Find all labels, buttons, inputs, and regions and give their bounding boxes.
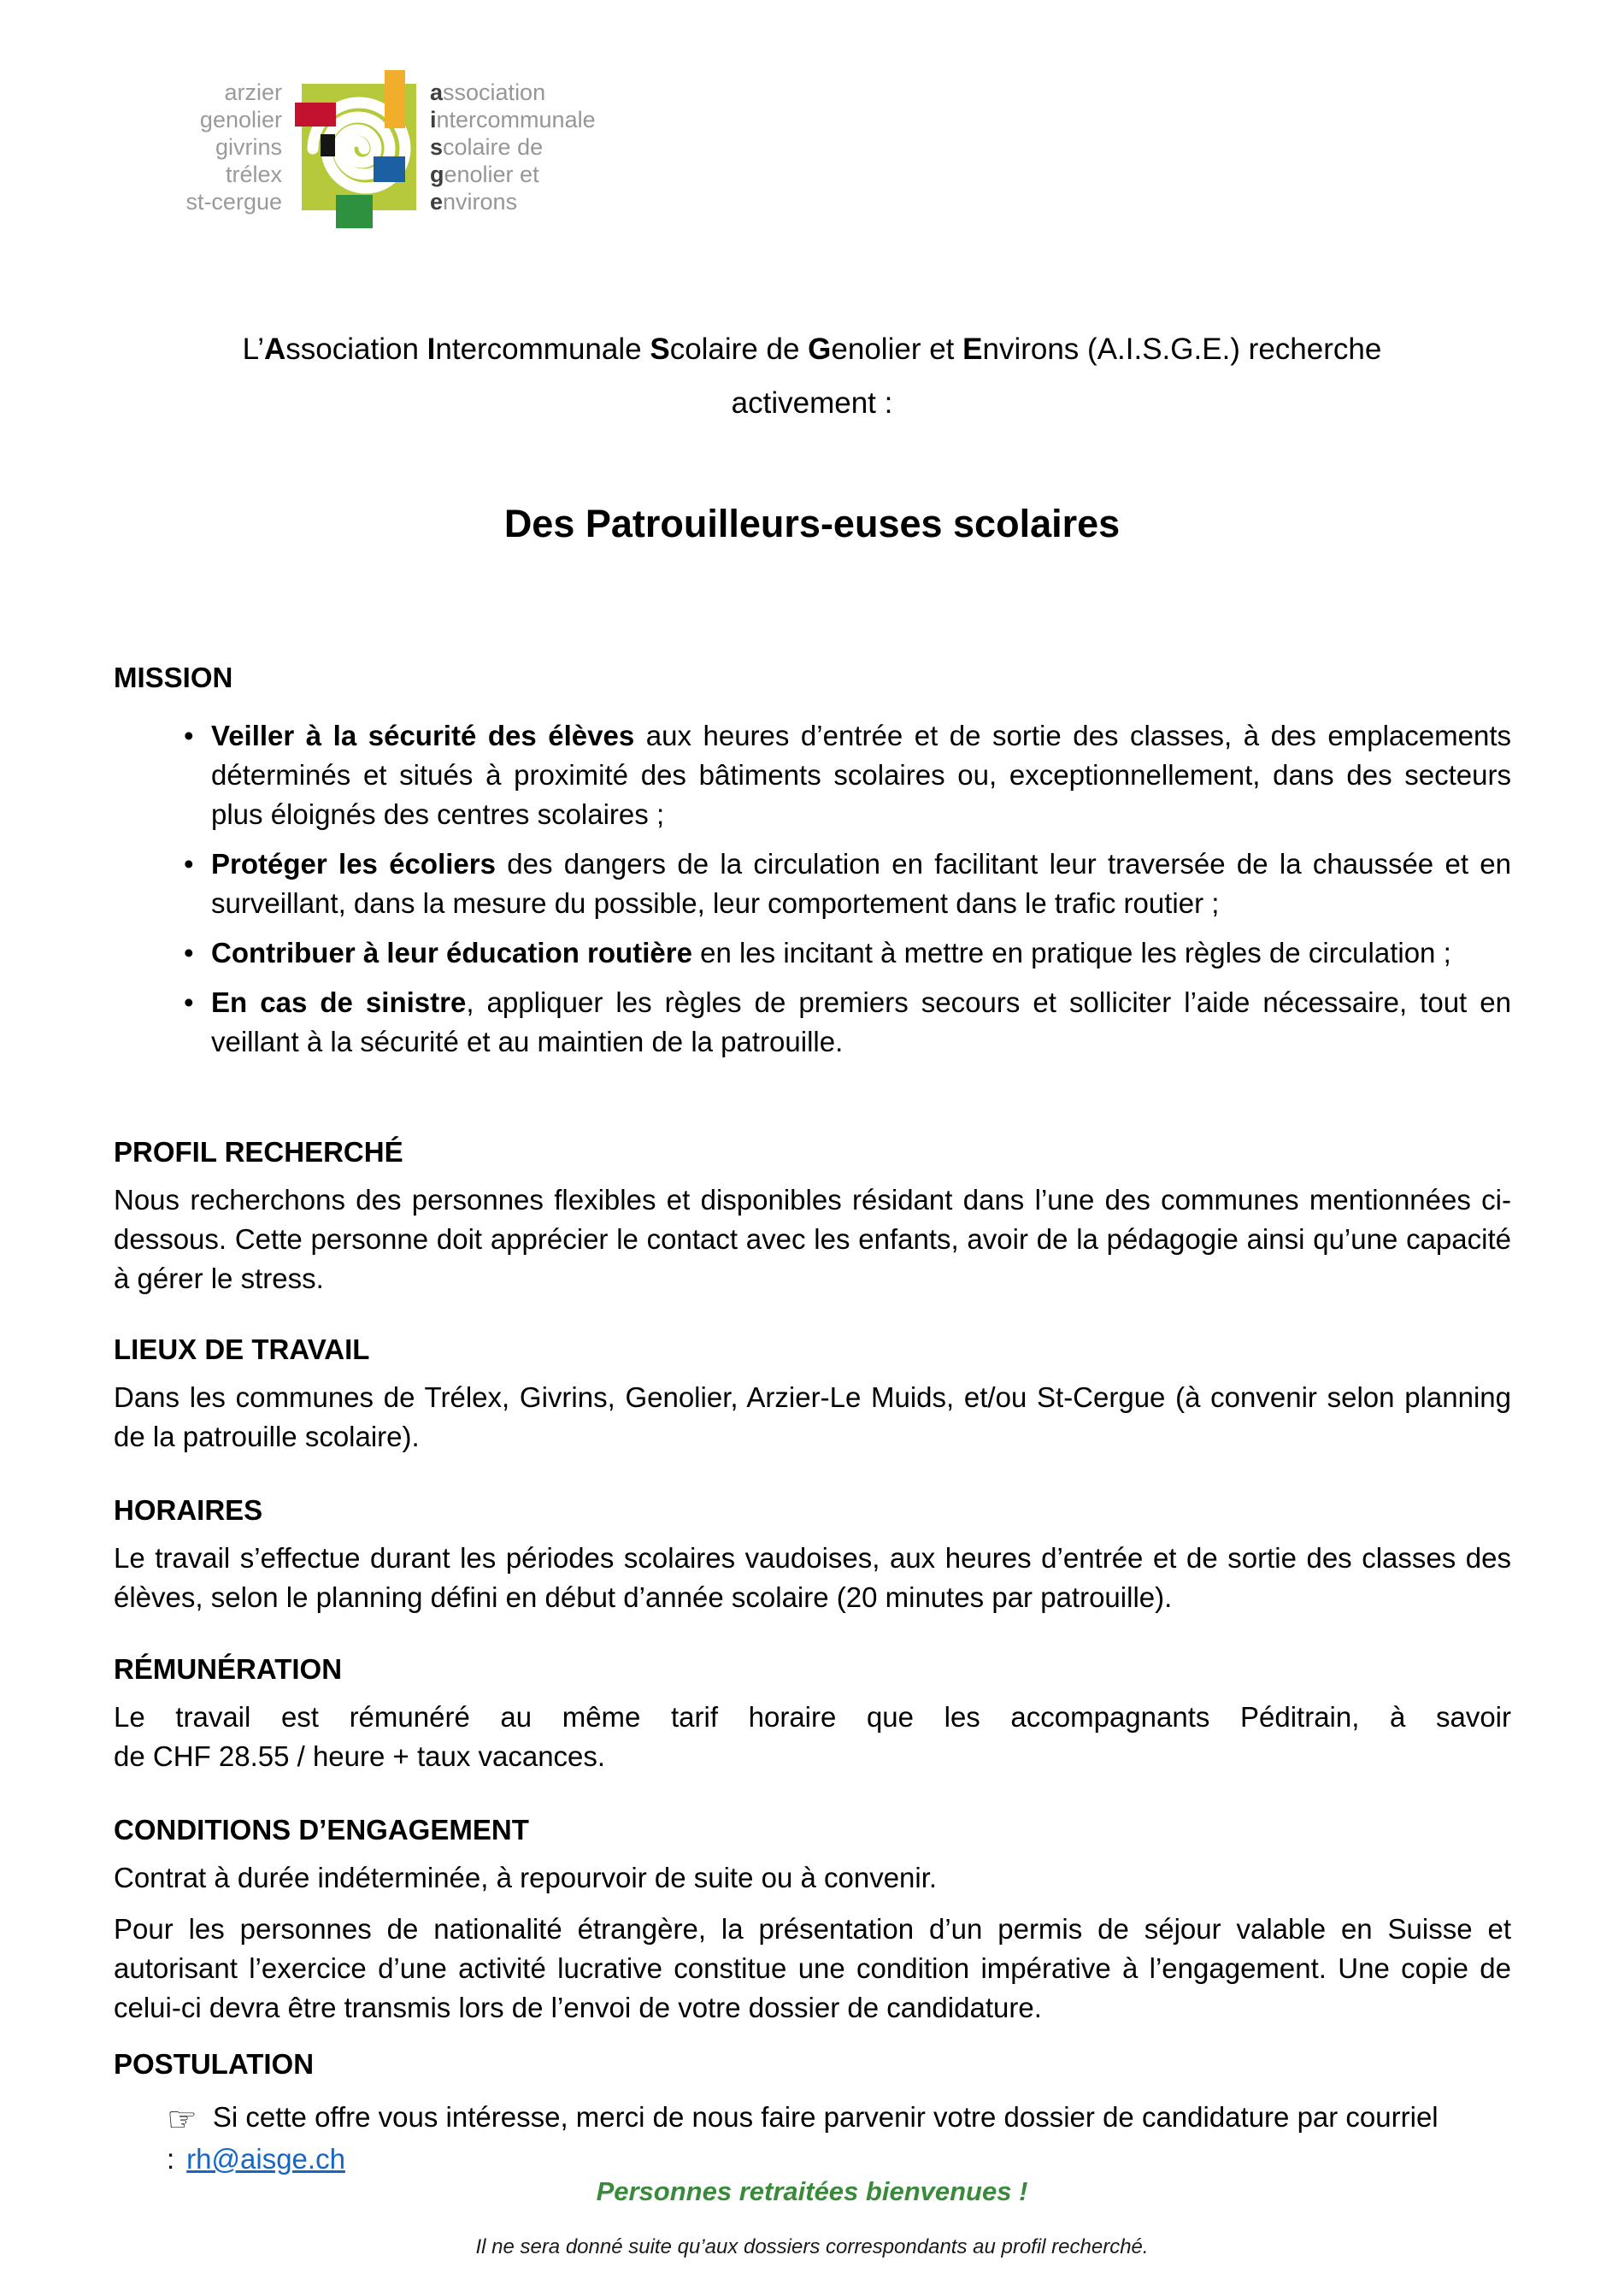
section-postulation (114, 2045, 1511, 2179)
aisge-logo (184, 67, 697, 246)
logo-black-block (321, 134, 335, 156)
postulation-heading: POSTULATION (114, 2048, 315, 2080)
page-title: Des Patrouilleurs-euses scolaires (503, 502, 1121, 545)
mission-heading: MISSION (114, 662, 233, 693)
logo-red-block (295, 103, 336, 127)
section-conditions (114, 1810, 1511, 2028)
mission-item: • Contribuer à leur éducation routière en les incitant à mettre en pratique les règles de circulation ; (211, 933, 1511, 973)
logo-yellow-block (385, 70, 405, 128)
logo-org-line (430, 188, 596, 215)
logo-commune: st-cergue (185, 189, 282, 215)
mission-list (114, 716, 1511, 1062)
logo-org-line (430, 79, 596, 106)
retirees-welcome-note: Personnes retraitées bienvenues ! (596, 2176, 1028, 2206)
logo-commune: trélex (225, 162, 282, 187)
logo-org-line (430, 161, 596, 188)
lieux-text: Dans les communes de Trélex, Givrins, Genolier, Arzier-Le Muids, et/ou St-Cergue (à convenir selon planning de la patrouille scolaire). (114, 1381, 1511, 1452)
mission-item: • Protéger les écoliers des dangers de la circulation en facilitant leur traversée de la chaussée et en surveillant, dans la mesure du possible, leur comportement dans le trafic routier ; (211, 845, 1511, 923)
org-initial: e (430, 189, 444, 215)
postulation-line (114, 2098, 1511, 2179)
lieux-heading: LIEUX DE TRAVAIL (114, 1333, 370, 1365)
conditions-heading: CONDITIONS D’ENGAGEMENT (114, 1814, 529, 1846)
logo-org-name (430, 79, 596, 215)
org-rest: enolier et (444, 162, 539, 187)
org-rest: colaire de (443, 134, 544, 160)
remuneration-text-line2: de CHF 28.55 / heure + taux vacances. (114, 1740, 606, 1772)
remuneration-heading: RÉMUNÉRATION (114, 1653, 343, 1685)
profil-text: Nous recherchons des personnes flexibles et disponibles résidant dans l’une des communes mentionnées ci-dessous. Cette personne doit apprécier le contact avec les enfants, avoir de la pédagogie ainsi qu’une capacité à gérer le stress. (114, 1184, 1511, 1294)
org-initial: a (430, 79, 444, 105)
postulation-text: Si cette offre vous intéresse, merci de nous faire parvenir votre dossier de candidature par courriel : (167, 2101, 1439, 2175)
org-initial: i (430, 107, 437, 132)
logo-commune: givrins (215, 134, 282, 160)
org-initial: g (430, 162, 444, 187)
section-profil (114, 1133, 1511, 1298)
logo-org-line (430, 133, 596, 161)
profile-match-disclaimer: Il ne sera donné suite qu’aux dossiers correspondants au profil recherché. (475, 2235, 1149, 2258)
horaires-heading: HORAIRES (114, 1494, 263, 1526)
org-rest: ntercommunale (436, 107, 596, 132)
org-rest: nvirons (443, 189, 518, 215)
section-horaires (114, 1491, 1511, 1617)
profil-heading: PROFIL RECHERCHÉ (114, 1136, 403, 1168)
horaires-text: Le travail s’effectue durant les périodes scolaires vaudoises, aux heures d’entrée et de sortie des classes des élèves, selon le planning défini en début d’année scolaire (20 minutes par patrouille). (114, 1542, 1511, 1613)
remuneration-text-line1: Le travail est rémunéré au même tarif horaire que les accompagnants Péditrain, à savoir (114, 1701, 1511, 1733)
section-remuneration (114, 1650, 1511, 1776)
logo-mark (302, 84, 416, 210)
mission-item: • Veiller à la sécurité des élèves aux heures d’entrée et de sortie des classes, à des emplacements déterminés et situés à proximité des bâtiments scolaires ou, exceptionnellement, dans des secteurs plus éloignés des centres scolaires ; (211, 716, 1511, 834)
logo-green-block (336, 195, 373, 228)
logo-commune: genolier (199, 107, 282, 132)
conditions-paragraph-1: Contrat à durée indéterminée, à repourvoir de suite ou à convenir. (114, 1862, 938, 1893)
intro-line-1: L’Association Intercommunale Scolaire de Genolier et Environs (A.I.S.G.E.) recherche (242, 333, 1382, 366)
pointing-hand-icon: ☞ (167, 2100, 197, 2140)
intro-line-2: activement : (731, 386, 893, 420)
mission-item: • En cas de sinistre, appliquer les règles de premiers secours et solliciter l’aide nécessaire, tout en veillant à la sécurité et au maintien de la patrouille. (211, 983, 1511, 1062)
section-lieux (114, 1330, 1511, 1457)
logo-communes-list (184, 79, 282, 215)
logo-commune: arzier (224, 79, 282, 105)
conditions-paragraph-2: Pour les personnes de nationalité étrangère, la présentation d’un permis de séjour valable en Suisse et autorisant l’exercice d’une activité lucrative constitue une condition impérative à l’engagement. Une copie de celui-ci devra être transmis lors de l’envoi de votre dossier de candidature. (114, 1913, 1511, 2023)
email-link[interactable]: rh@aisge.ch (186, 2143, 345, 2175)
org-initial: s (430, 134, 444, 160)
logo-org-line (430, 106, 596, 133)
intro-heading (0, 322, 1624, 430)
section-mission (114, 658, 1511, 1072)
logo-blue-block (374, 156, 405, 182)
org-rest: ssociation (443, 79, 546, 105)
